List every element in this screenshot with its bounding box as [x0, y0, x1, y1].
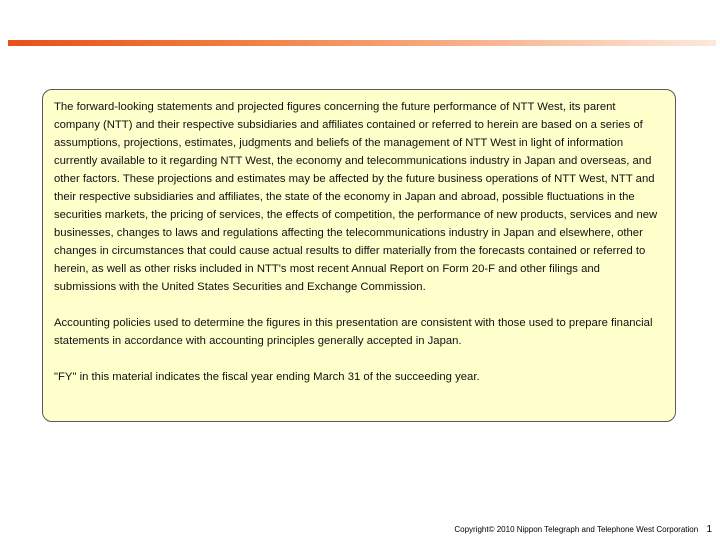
copyright-text: Copyright© 2010 Nippon Telegraph and Telephone West Corporation: [454, 525, 699, 534]
header-accent-bar: [8, 40, 716, 46]
footer: [454, 524, 712, 535]
page-number: 1: [706, 524, 712, 535]
accounting-policies-note: Accounting policies used to determine the figures in this presentation are consistent with those used to prepare financial statements in accordance with accounting principles generally accepted in Japan.: [54, 317, 653, 347]
forward-looking-statement: The forward-looking statements and projected figures concerning the future performance of NTT West, its parent company (NTT) and their respective subsidiaries and affiliates contained or referred to herein are based on a series of assumptions, projections, estimates, judgments and beliefs of the management of NTT West in light of information currently available to it regarding NTT West, the economy and telecommunications industry in Japan and overseas, and other factors. These projections and estimates may be affected by the future business operations of NTT West, NTT and their respective subsidiaries and affiliates, the state of the economy in Japan and abroad, possible fluctuations in the securities markets, the pricing of services, the effects of competition, the performance of new products, services and new businesses, changes to laws and regulations affecting the telecommunications industry in Japan and elsewhere, other changes in circumstances that could cause actual results to differ materially from the forecasts contained or referred to herein, as well as other risks included in NTT's most recent Annual Report on Form 20-F and other filings and submissions with the United States Securities and Exchange Commission.: [54, 101, 658, 293]
fiscal-year-note: "FY" in this material indicates the fiscal year ending March 31 of the succeeding year.: [54, 371, 480, 383]
disclaimer-box: [42, 89, 676, 422]
